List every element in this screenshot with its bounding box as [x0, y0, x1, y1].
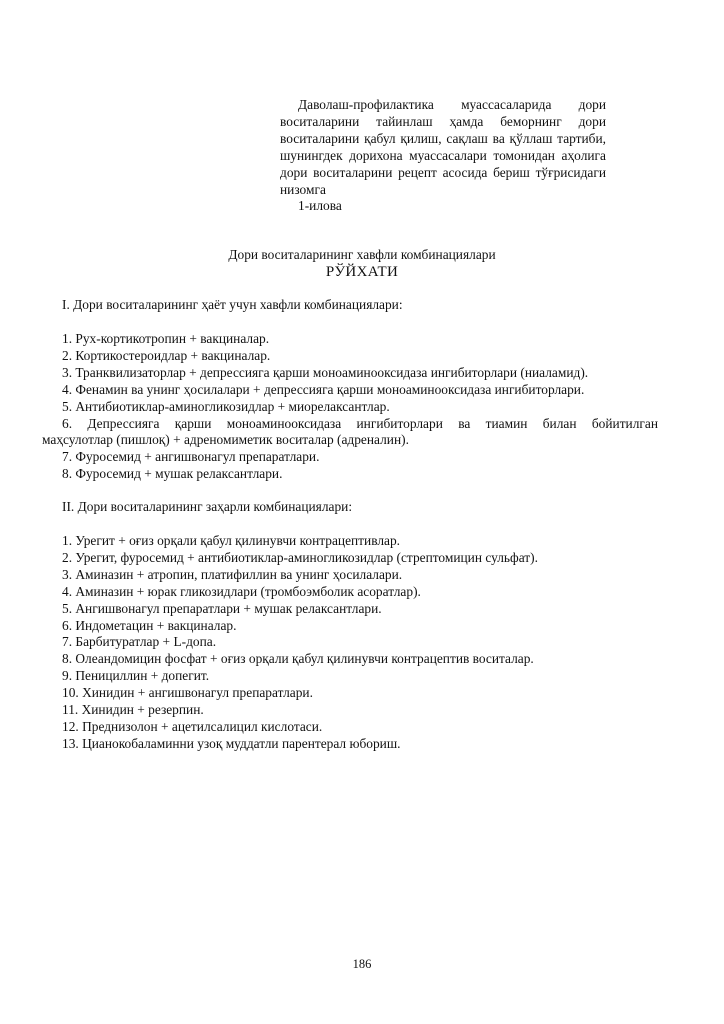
document-title: Дори воситаларининг хавфли комбинациялари [228, 247, 496, 262]
list-item: 5. Ангишвонагул препаратлари + мушак релаксантлари. [62, 600, 382, 616]
list-item [42, 416, 658, 450]
list-item: 7. Барбитуратлар + L-допа. [62, 634, 217, 650]
list-item: 11. Хинидин + резерпин. [62, 702, 204, 718]
list-item: 13. Цианокобаламинни узоқ муддатли парентерал юбориш. [62, 735, 401, 751]
list-item-line: 6. Депрессияга қарши моноаминооксидаза ингибиторлари ва тиамин билан бойитилган [62, 415, 658, 431]
list-item: 12. Преднизолон + ацетилсалицил кислотаси. [62, 718, 323, 734]
list-item: 1. Урегит + оғиз орқали қабул қилинувчи контрацептивлар. [62, 533, 401, 548]
annex-reference-text: Даволаш-профилактика муассасаларида дори воситаларини тайинлаш ҳамда беморнинг дори воситаларини қабул қилиш, сақлаш ва қўллаш тартиби, шунингдек дорихона муассасалари томонидан аҳолига дори воситаларини рецепт асосида бериш тўғрисидаги низомга [280, 97, 606, 197]
list-item: 10. Хинидин + ангишвонагул препаратлари. [62, 685, 313, 701]
list-item: 1. Рух-кортикотропин + вакциналар. [62, 331, 270, 346]
annex-label: 1-илова [298, 198, 342, 214]
list-item: 9. Пенициллин + допегит. [62, 668, 210, 684]
list-item: 3. Транквилизаторлар + депрессияга қарши моноаминооксидаза ингибиторлари (ниаламид). [62, 364, 589, 380]
list-item: 2. Урегит, фуросемид + антибиотиклар-аминогликозидлар (стрептомицин сульфат). [62, 549, 538, 565]
annex-block [280, 97, 606, 215]
list-item: 7. Фуросемид + ангишвонагул препаратлари. [62, 449, 320, 465]
section-list-1 [42, 331, 658, 483]
section-list-2 [42, 533, 658, 753]
list-item: 3. Аминазин + атропин, платифиллин ва унинг ҳосилалари. [62, 566, 403, 582]
list-item: 8. Фуросемид + мушак релаксантлари. [62, 466, 283, 482]
list-item-continuation: маҳсулотлар (пишлоқ) + адреномиметик воситалар (адреналин). [42, 432, 409, 448]
list-item: 2. Кортикостероидлар + вакциналар. [62, 347, 271, 363]
list-item: 6. Индометацин + вакциналар. [62, 617, 237, 633]
page-number: 186 [352, 957, 372, 971]
section-heading-2: II. Дори воситаларининг заҳарли комбинациялари: [62, 499, 353, 514]
list-item: 8. Олеандомицин фосфат + оғиз орқали қабул қилинувчи контрацептив воситалар. [62, 651, 534, 667]
section-heading-1: I. Дори воситаларининг ҳаёт учун хавфли комбинациялари: [62, 297, 403, 312]
document-title-list: РЎЙХАТИ [325, 264, 399, 280]
list-item: 4. Аминазин + юрак гликозидлари (тромбоэмболик асоратлар). [62, 583, 421, 599]
list-item: 5. Антибиотиклар-аминогликозидлар + миорелаксантлар. [62, 398, 390, 414]
list-item: 4. Фенамин ва унинг ҳосилалари + депрессияга қарши моноаминооксидаза ингибиторлари. [62, 381, 585, 397]
